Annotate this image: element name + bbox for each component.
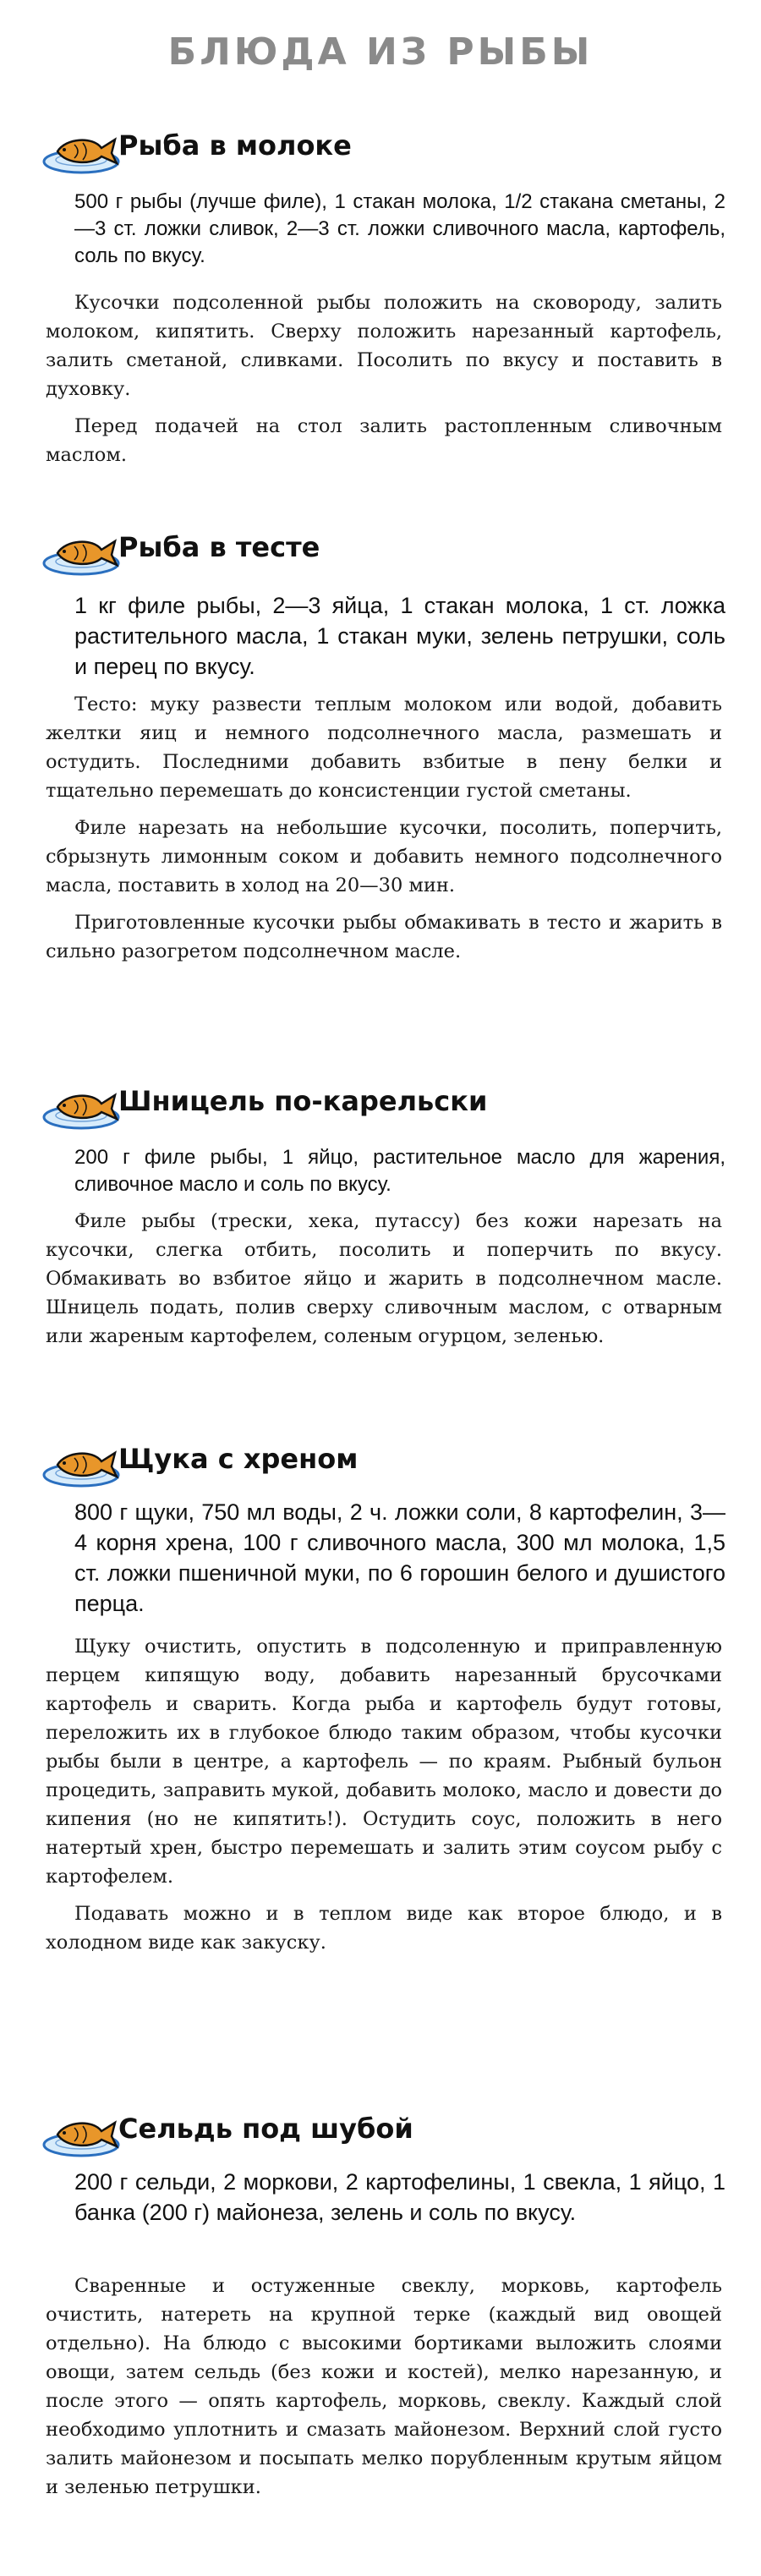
recipe-header bbox=[41, 2106, 717, 2165]
fish-on-plate-icon bbox=[41, 1078, 122, 1132]
step-paragraph: Подавать можно и в теплом виде как второе блюдо, и в холодном виде как закуску. bbox=[46, 1903, 722, 1954]
recipe-ingredients: 500 г рыбы (лучше филе), 1 стакан молока, 1/2 стакана сметаны, 2—3 ст. ложки сливок, 2—3 ст. ложки сливочного масла, картофель, соль по вкусу. bbox=[74, 190, 725, 267]
fish-on-plate-icon bbox=[41, 2106, 122, 2160]
step-paragraph: Перед подачей на стол залить растопленным сливочным маслом. bbox=[46, 415, 722, 466]
recipe-title: Щука с хреном bbox=[118, 1443, 359, 1475]
recipe-ingredients: 200 г сельди, 2 моркови, 2 картофелины, 1 свекла, 1 яйцо, 1 банка (200 г) майонеза, зелень и соль по вкусу. bbox=[74, 2169, 725, 2225]
fish-on-plate-icon bbox=[41, 123, 122, 177]
step-paragraph: Кусочки подсоленной рыбы положить на сковороду, залить молоком, кипятить. Сверху положить нарезанный картофель, залить сметаной, сливками. Посолить по вкусу и поставить в духовку. bbox=[46, 292, 722, 400]
recipe-header bbox=[41, 1436, 717, 1495]
step-paragraph: Приготовленные кусочки рыбы обмакивать в тесто и жарить в сильно разогретом подсолнечном масле. bbox=[46, 912, 722, 962]
recipe-steps bbox=[46, 2272, 722, 2510]
recipe-header bbox=[41, 123, 717, 182]
fish-on-plate-icon bbox=[41, 1436, 122, 1490]
recipe-title: Сельдь под шубой bbox=[118, 2113, 413, 2145]
step-paragraph: Щуку очистить, опустить в подсоленную и приправленную перцем кипящую воду, добавить нарезанный брусочками картофель и сварить. Когда рыба и картофель будут готовы, переложить их в глубокое блюдо таким образом, чтобы кусочки рыбы были в центре, а картофель — по краям. Рыбный бульон процедить, заправить мукой, добавить молоко, масло и довести до кипения (но не кипятить!). Остудить соус, положить в него натертый хрен, быстро перемешать и залить этим соусом рыбу с картофелем. bbox=[46, 1636, 722, 1888]
recipe-title: Рыба в молоке bbox=[118, 129, 352, 162]
recipe-steps bbox=[46, 1632, 722, 1965]
recipe-steps bbox=[46, 288, 722, 478]
recipe-title: Шницель по-карельски bbox=[118, 1085, 488, 1117]
recipe-ingredients: 200 г филе рыбы, 1 яйцо, растительное масло для жарения, сливочное масло и соль по вкусу. bbox=[74, 1146, 725, 1196]
step-paragraph: Тесто: муку развести теплым молоком или водой, добавить желтки яиц и немного подсолнечного масла, размешать и остудить. Последними добавить взбитые в пену белки и тщательно перемешать до консистенции густой сметаны. bbox=[46, 693, 722, 802]
recipe-steps bbox=[46, 690, 722, 974]
recipe-header bbox=[41, 1078, 717, 1137]
step-paragraph: Филе рыбы (трески, хека, путассу) без кожи нарезать на кусочки, слегка отбить, посолить и поперчить по вкусу. Обмакивать во взбитое яйцо и жарить в подсолнечном масле. Шницель подать, полив сверху сливочным маслом, с отварным или жареным картофелем, соленым огурцом, зеленью. bbox=[46, 1210, 722, 1347]
recipe-ingredients: 1 кг филе рыбы, 2—3 яйца, 1 стакан молока, 1 ст. ложка растительного масла, 1 стакан муки, зелень петрушки, соль и перец по вкусу. bbox=[74, 593, 725, 679]
step-paragraph: Филе нарезать на небольшие кусочки, посолить, поперчить, сбрызнуть лимонным соком и добавить немного подсолнечного масла, поставить в холод на 20—30 мин. bbox=[46, 817, 722, 896]
fish-on-plate-icon bbox=[41, 524, 122, 578]
recipe-header bbox=[41, 524, 717, 584]
recipe-steps bbox=[46, 1207, 722, 1359]
recipe-title: Рыба в тесте bbox=[118, 531, 320, 563]
recipe-ingredients: 800 г щуки, 750 мл воды, 2 ч. ложки соли, 8 картофелин, 3—4 корня хрена, 100 г сливочного масла, 300 мл молока, 1,5 ст. ложки пшеничной муки, по 6 горошин белого и душистого перца. bbox=[74, 1499, 725, 1616]
step-paragraph: Сваренные и остуженные свеклу, морковь, картофель очистить, натереть на крупной терке (каждый вид овощей отдельно). На блюдо с высокими бортиками выложить слоями овощи, затем сельдь (без кожи и костей), мелко нарезанную, и после этого — опять картофель, морковь, свеклу. Каждый слой необходимо уплотнить и смазать майонезом. Верхний слой густо залить майонезом и посыпать мелко порубленным крутым яйцом и зеленью петрушки. bbox=[46, 2275, 722, 2498]
page-title: БЛЮДА ИЗ РЫБЫ bbox=[167, 30, 594, 74]
